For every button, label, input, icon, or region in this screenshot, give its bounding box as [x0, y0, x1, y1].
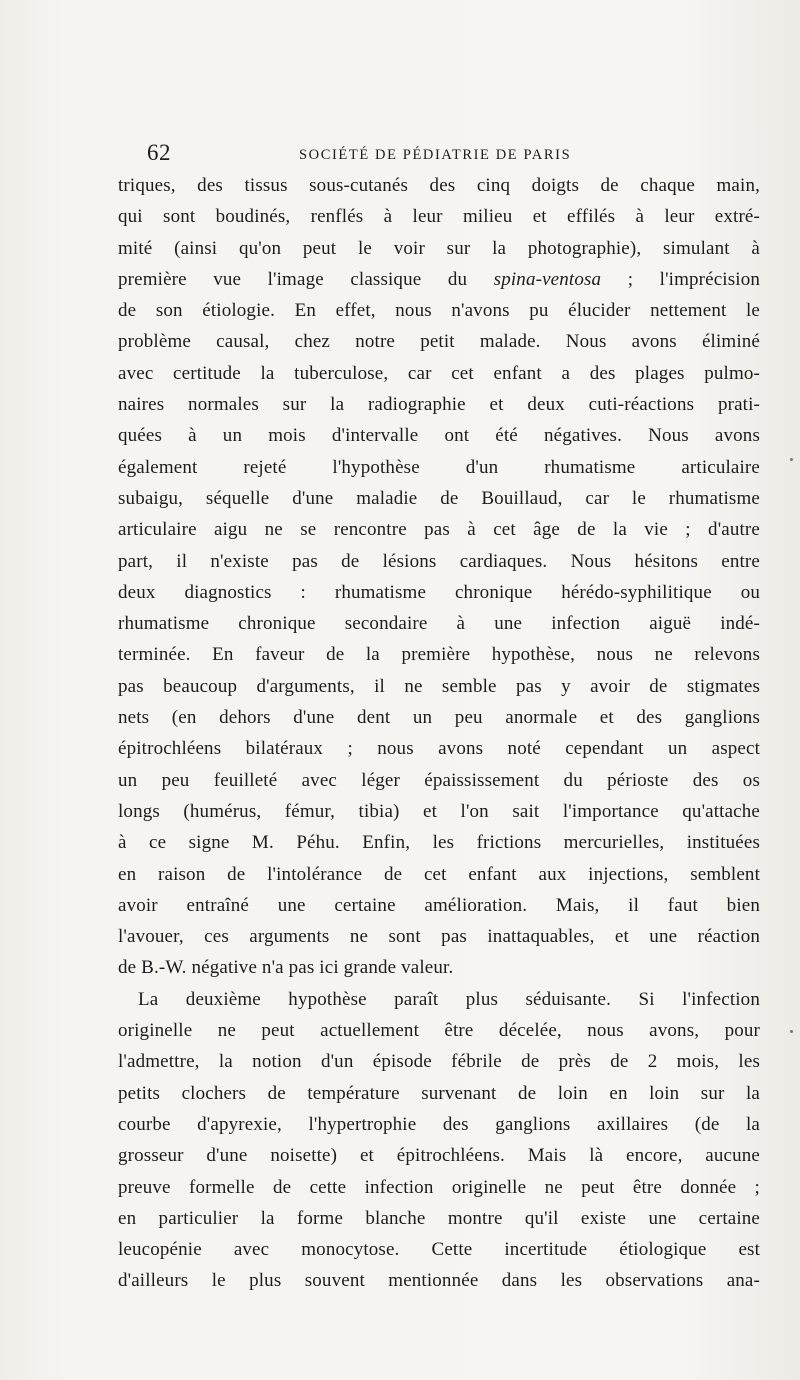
text-line: originelle ne peut actuellement être décelée, nous avons, pour — [118, 1020, 760, 1042]
text-line: de B.-W. négative n'a pas ici grande valeur. — [118, 957, 454, 979]
text-line: deux diagnostics : rhumatisme chronique hérédo-syphilitique ou — [118, 581, 760, 603]
text-line: grosseur d'une noisette) et épitrochléens. Mais là encore, aucune — [118, 1145, 760, 1167]
text-line: problème causal, chez notre petit malade. Nous avons éliminé — [118, 331, 760, 353]
text-line: preuve formelle de cette infection originelle ne peut être donnée ; — [118, 1176, 760, 1198]
text-line: de son étiologie. En effet, nous n'avons pu élucider nettement le — [118, 300, 760, 322]
text-line: en raison de l'intolérance de cet enfant aux injections, semblent — [118, 863, 760, 885]
text-line: leucopénie avec monocytose. Cette incertitude étiologique est — [118, 1239, 760, 1261]
text-line: petits clochers de température survenant de loin en loin sur la — [118, 1082, 760, 1104]
text-line: terminée. En faveur de la première hypothèse, nous ne relevons — [118, 644, 760, 666]
text-line: nets (en dehors d'une dent un peu anormale et des ganglions — [118, 707, 760, 729]
text-line: La deuxième hypothèse paraît plus séduisante. Si l'infection — [138, 988, 760, 1010]
text-line: également rejeté l'hypothèse d'un rhumatisme articulaire — [118, 456, 760, 478]
text-line: en particulier la forme blanche montre qu'il existe une certaine — [118, 1207, 760, 1229]
text-line: d'ailleurs le plus souvent mentionnée dans les observations ana- — [118, 1270, 760, 1292]
text-line: à ce signe M. Péhu. Enfin, les frictions mercurielles, instituées — [118, 832, 760, 854]
text-line: naires normales sur la radiographie et deux cuti-réactions prati- — [118, 394, 760, 416]
text-line: longs (humérus, fémur, tibia) et l'on sait l'importance qu'attache — [118, 800, 760, 822]
text-line: un peu feuilleté avec léger épaississement du périoste des os — [118, 769, 760, 791]
text-line: l'admettre, la notion d'un épisode fébrile de près de 2 mois, les — [118, 1051, 760, 1073]
text-line: avoir entraîné une certaine amélioration. Mais, il faut bien — [118, 894, 760, 916]
text-line: courbe d'apyrexie, l'hypertrophie des ganglions axillaires (de la — [118, 1113, 760, 1135]
text-line: subaigu, séquelle d'une maladie de Bouillaud, car le rhumatisme — [118, 487, 760, 509]
text-line-end: ; l'imprécision — [601, 268, 760, 290]
margin-speck — [790, 458, 793, 461]
text-line: rhumatisme chronique secondaire à une infection aiguë indé- — [118, 613, 760, 635]
text-line: articulaire aigu ne se rencontre pas à cet âge de la vie ; d'autre — [118, 519, 760, 541]
body-text — [118, 170, 760, 1297]
page-number: 62 — [147, 140, 171, 165]
text-line: part, il n'existe pas de lésions cardiaques. Nous hésitons entre — [118, 550, 760, 572]
text-line: épitrochléens bilatéraux ; nous avons noté cependant un aspect — [118, 738, 760, 760]
text-line: triques, des tissus sous-cutanés des cinq doigts de chaque main, — [118, 175, 760, 196]
text-line: mité (ainsi qu'on peut le voir sur la photographie), simulant à — [118, 237, 760, 259]
text-line: avec certitude la tuberculose, car cet enfant a des plages pulmo- — [118, 362, 760, 384]
italic-term: spina-ventosa — [493, 268, 602, 290]
running-head: SOCIÉTÉ DE PÉDIATRIE DE PARIS — [299, 147, 572, 163]
text-line — [118, 264, 760, 295]
margin-speck — [790, 1030, 793, 1033]
text-line: l'avouer, ces arguments ne sont pas inattaquables, et une réaction — [118, 926, 760, 948]
text-line: pas beaucoup d'arguments, il ne semble pas y avoir de stigmates — [118, 675, 760, 697]
text-line: qui sont boudinés, renflés à leur milieu et effilés à leur extré- — [118, 206, 760, 228]
text-line: quées à un mois d'intervalle ont été négatives. Nous avons — [118, 425, 760, 447]
text-line-start: première vue l'image classique du — [118, 268, 494, 290]
